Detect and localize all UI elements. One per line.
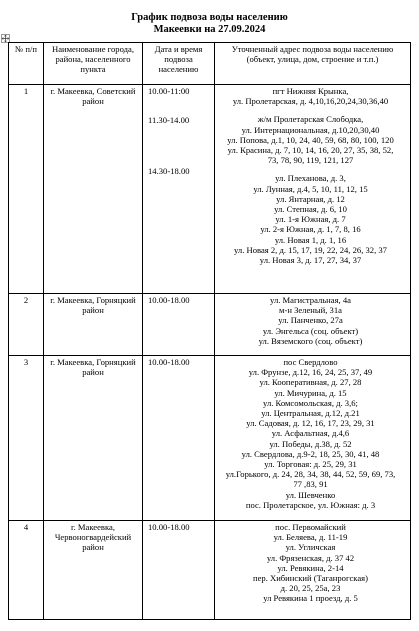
table-row [9, 521, 411, 620]
address-line: пос. Первомайский [275, 522, 346, 532]
row-time [143, 521, 215, 620]
address-line: ул Ревякина 1 проезд, д. 5 [263, 593, 358, 604]
row-addresses [215, 521, 411, 620]
address-line: пер. Хибинский (Таганрогская) [253, 573, 368, 584]
time-slot: 11.30-14.00 [148, 115, 190, 126]
document-title: График подвоза воды населению [131, 12, 288, 23]
row-place: г. Макеевка, Горняцкий район [44, 356, 143, 521]
row-time [143, 294, 215, 356]
table-header-row [9, 43, 411, 85]
address-line: ул. Энгельса (соц. объект) [262, 325, 359, 336]
time-slot: 10.00-18.00 [148, 295, 190, 305]
address-line: ул. Новая 2, д. 15, 17, 19, 22, 24, 26, 32, 37 [234, 244, 387, 255]
header-address: Уточненный адрес подвоза воды населению (объект, улица, дом, строение и т.п.) [215, 43, 411, 85]
address-line: ул. Шевченко [285, 489, 336, 500]
address-line: ул. Плеханова, д. 3, [275, 173, 346, 184]
row-number: 4 [9, 521, 44, 620]
row-addresses [215, 294, 411, 356]
address-line: ул. Центральная, д.12, д.21 [261, 408, 360, 419]
document-subtitle: Макеевки на 27.09.2024 [153, 24, 266, 35]
address-line: ул. Новая 3, д. 17, 27, 34, 37 [259, 255, 362, 266]
row-addresses [215, 356, 411, 521]
address-line: ул.Горького, д. 24, 28, 34, 38, 44, 52, 59, 69, 73, [225, 469, 396, 480]
address-line: ул. Беляева, д. 11-19 [273, 532, 348, 543]
row-place: г. Макеевка, Червоногвардейский район [44, 521, 143, 620]
header-number: № п/п [9, 43, 44, 85]
address-line: ул. Фрунзе, д.12, 16, 24, 25, 37, 49 [248, 367, 373, 378]
address-line: ул. Свердлова, д.9-2, 18, 25, 30, 41, 48 [241, 448, 380, 459]
row-number: 2 [9, 294, 44, 356]
address-line: ул. Новая 1, д. 1, 16 [274, 234, 347, 245]
address-line: ул. Садовая, д. 12, 16, 17, 23, 29, 31 [246, 418, 375, 429]
address-line: ул. Угличская [285, 542, 336, 553]
address-line: ул. Попова, д.1, 10, 24, 40, 59, 68, 80, 100, 120 [227, 134, 394, 145]
address-line: ул. 1-я Южная, д. 7 [275, 214, 346, 225]
address-line: ул. Мичурина, д. 15 [274, 387, 347, 398]
address-line: ул. Интернациональная, д.10,20,30,40 [241, 124, 380, 135]
address-line: ул. 2-я Южная, д. 1, 7, 8, 16 [260, 224, 361, 235]
address-line: ул. Панченко, 27а [278, 315, 343, 326]
address-line: 73, 78, 90, 119, 121, 127 [267, 155, 354, 166]
address-line: пгт Нижняя Крынка, [272, 86, 349, 96]
address-line: ул. Магистральная, 4а [270, 295, 351, 305]
address-line: ул. Асфальтная, д.4,6 [271, 428, 350, 439]
address-line: ул. Лунная, д.4, 5, 10, 11, 12, 15 [253, 183, 368, 194]
row-number: 1 [9, 85, 44, 294]
address-line: ул. Пролетарская, д. 4,10,16,20,24,30,36,40 [232, 96, 389, 107]
time-slot: 10.00-18.00 [148, 357, 190, 367]
header-place: Наименование города, района, населенного пункта [44, 43, 143, 85]
address-line: 77 ,83, 91 [293, 479, 328, 490]
address-line: м-н Зеленый, 31а [279, 305, 342, 316]
address-line: ул. Комсомольская, д. 3,6; [263, 397, 358, 408]
row-number: 3 [9, 356, 44, 521]
address-line: ул. Янтарная, д. 12 [276, 193, 345, 204]
address-line: ул. Фрязенская, д. 37 42 [266, 552, 355, 563]
water-delivery-table [8, 42, 411, 620]
address-line: ж/м Пролетарская Слободка, [257, 114, 364, 125]
time-slot: 10.00-11:00 [148, 86, 190, 96]
address-line: ул. Кооперативная, д. 27, 28 [259, 377, 362, 388]
address-line: ул. Торговая: д. 25, 29, 31 [264, 459, 357, 470]
row-time [143, 85, 215, 294]
address-line: ул. Победы, д.38, д. 52 [269, 438, 352, 449]
row-place: г. Макеевка, Горняцкий район [44, 294, 143, 356]
table-row [9, 294, 411, 356]
address-line: д. 20, 25, 25а, 23 [280, 583, 341, 594]
address-line: пос Свердлово [283, 357, 338, 367]
address-line: ул. Ревякина, 2-14 [277, 562, 344, 573]
address-line: пос. Пролетарское, ул. Южная: д. 3 [245, 499, 376, 510]
time-slot: 10.00-18.00 [148, 522, 190, 532]
row-addresses [215, 85, 411, 294]
table-row [9, 356, 411, 521]
header-time: Дата и время подвоза населению [143, 43, 215, 85]
address-line: ул. Степная, д. 6, 10 [274, 204, 347, 215]
row-place: г. Макеевка, Советский район [44, 85, 143, 294]
address-line: ул. Вяземского (соц. объект) [258, 335, 363, 346]
row-time [143, 356, 215, 521]
table-row [9, 85, 411, 294]
address-line: ул. Красина, д. 7, 10, 14, 16, 20, 27, 35, 38, 52, [227, 145, 394, 156]
time-slot: 14.30-18.00 [148, 166, 190, 177]
